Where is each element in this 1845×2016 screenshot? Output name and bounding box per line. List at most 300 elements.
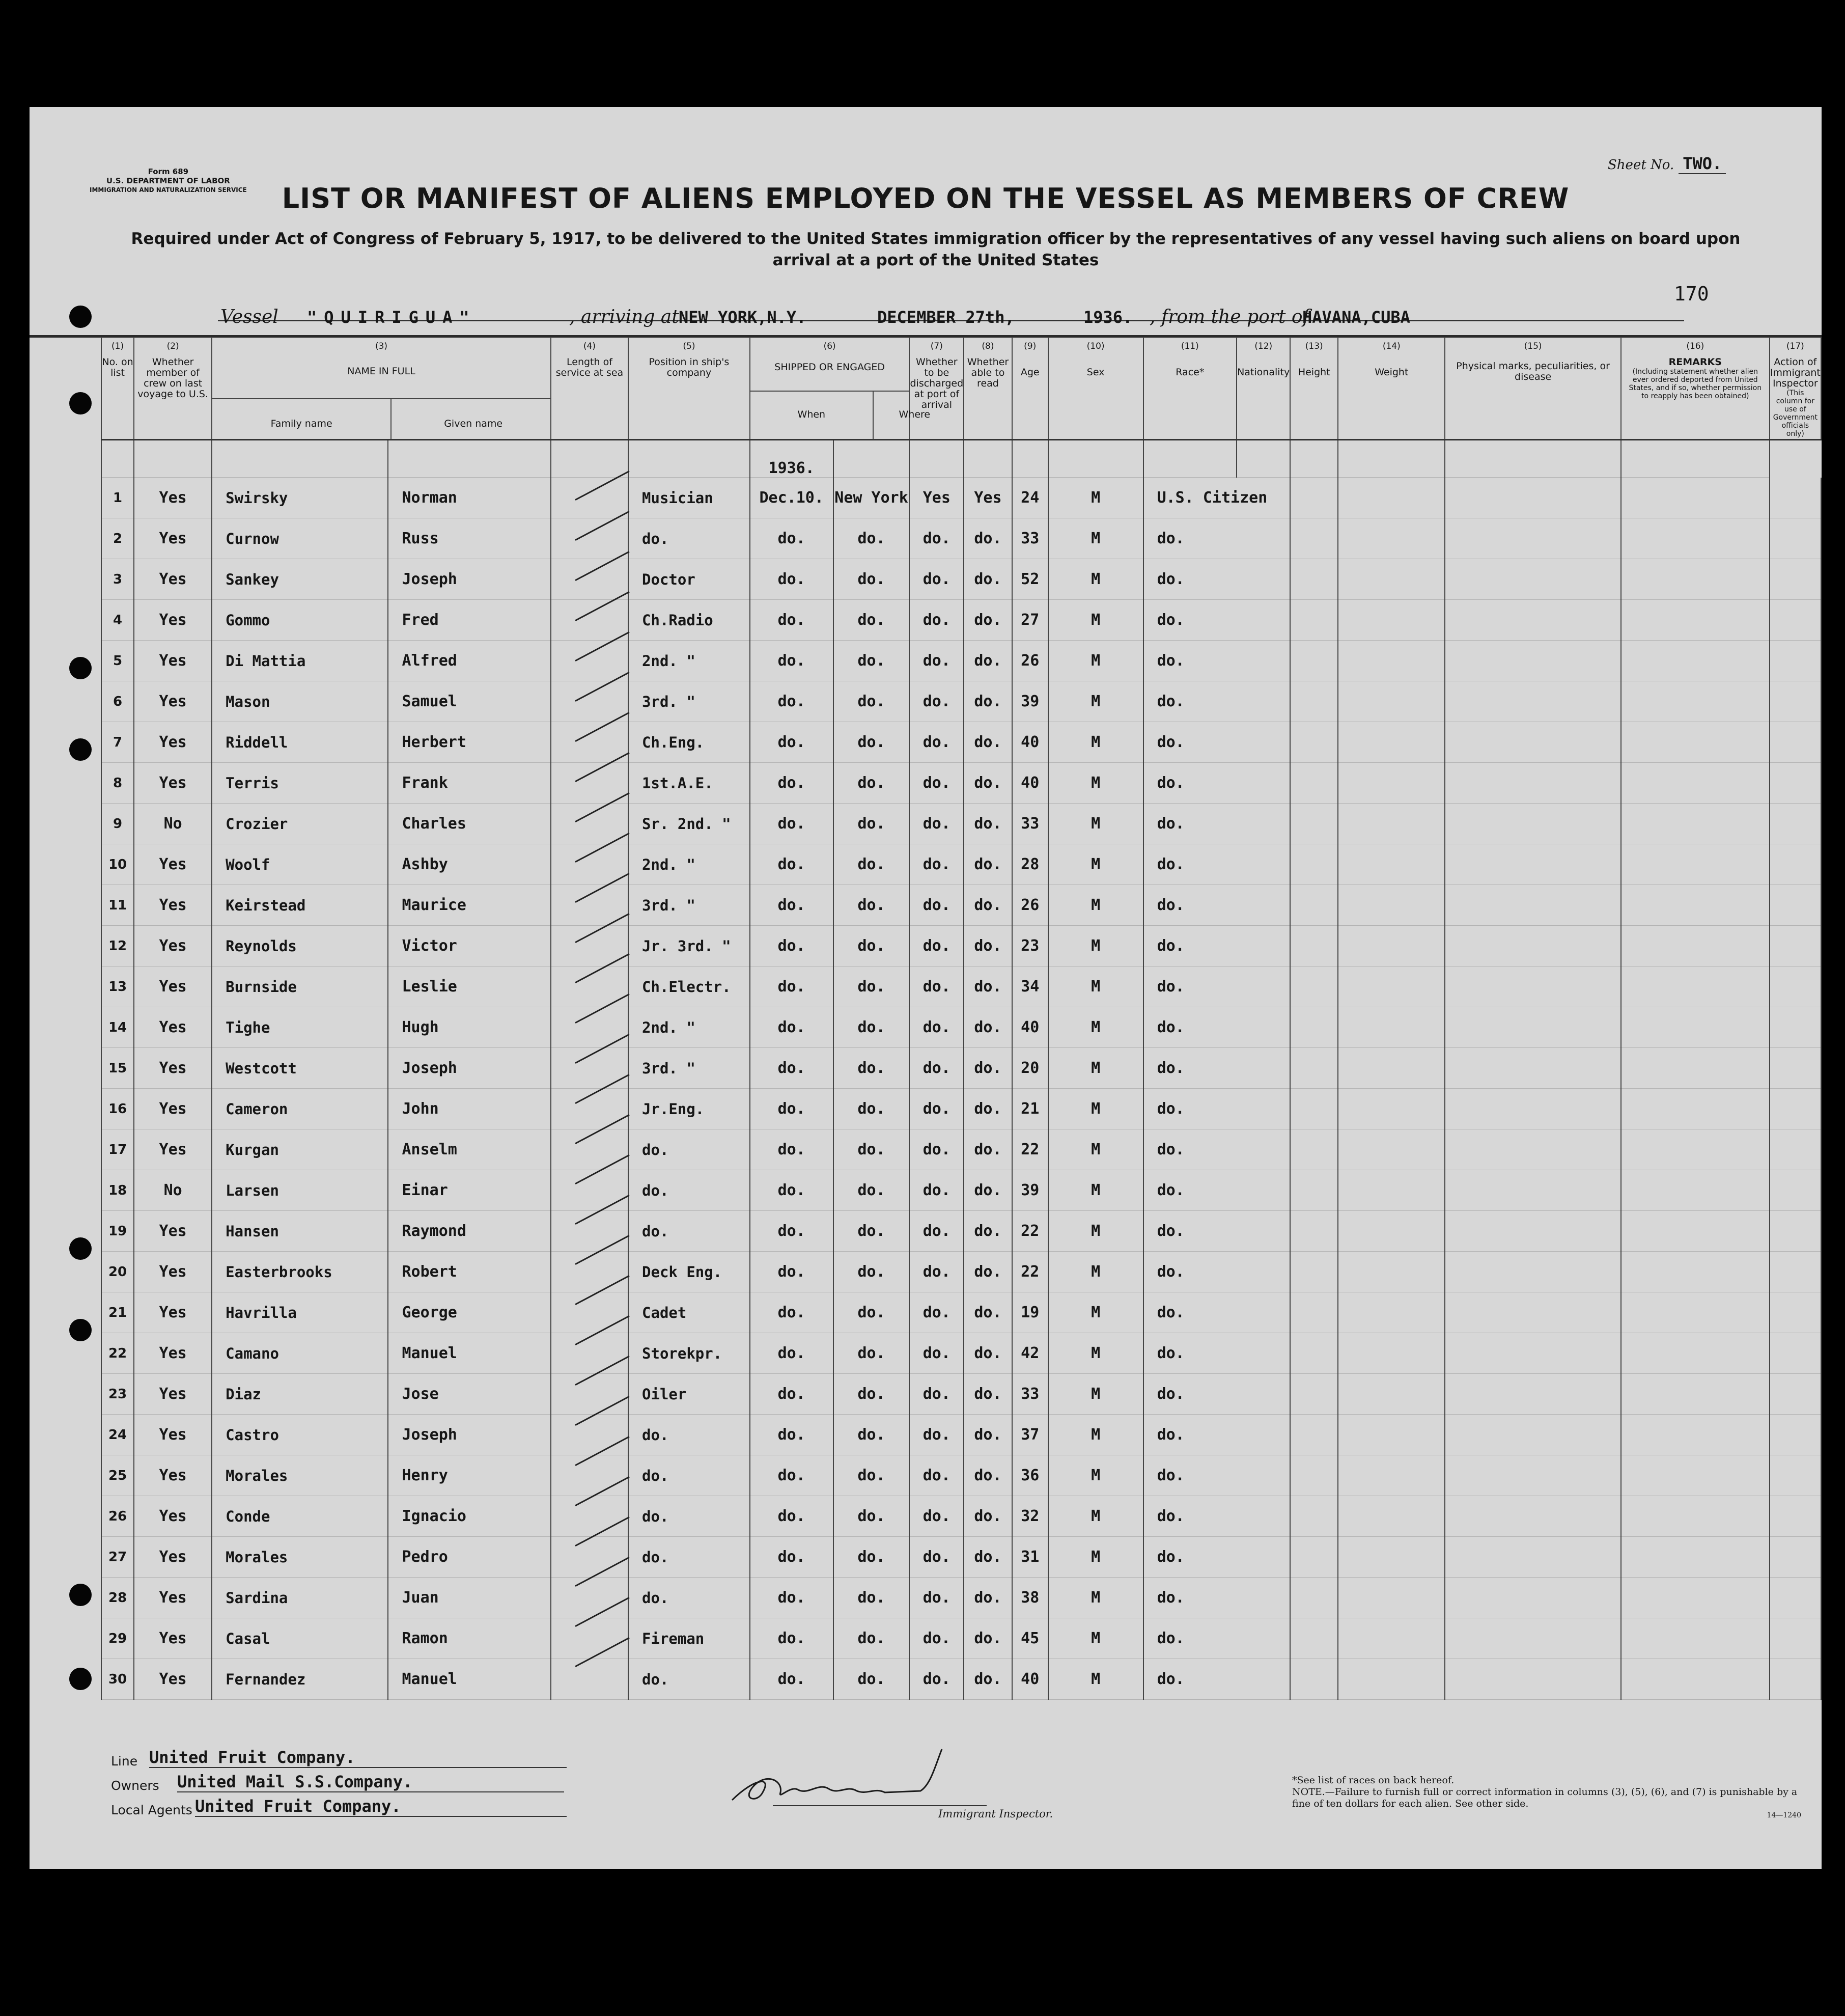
sex-cell: M xyxy=(1048,1170,1143,1211)
table-row xyxy=(101,1659,1821,1700)
last-voyage-cell: Yes xyxy=(134,1455,212,1496)
physical-marks-cell xyxy=(1445,559,1620,600)
table-row xyxy=(101,885,1821,926)
height-cell xyxy=(1290,763,1338,804)
discharged-cell: do. xyxy=(909,681,964,722)
col-given-name: Given name xyxy=(444,418,503,429)
given-name-cell: Fred xyxy=(388,600,550,641)
position-cell: 2nd. " xyxy=(628,641,750,681)
given-name-cell: Ashby xyxy=(388,844,550,885)
remarks-cell xyxy=(1621,1659,1770,1700)
discharged-cell: do. xyxy=(909,966,964,1007)
row-number: 19 xyxy=(101,1211,134,1252)
table-header xyxy=(101,337,1821,440)
inspector-action-cell xyxy=(1770,1292,1821,1333)
age-cell: 37 xyxy=(1012,1415,1048,1455)
shipped-when-cell: do. xyxy=(750,1170,833,1211)
sex-cell: M xyxy=(1048,1048,1143,1089)
discharged-cell: do. xyxy=(909,1659,964,1700)
shipped-where-cell: do. xyxy=(833,763,910,804)
height-cell xyxy=(1290,1170,1338,1211)
physical-marks-cell xyxy=(1445,1007,1620,1048)
position-cell: Ch.Electr. xyxy=(628,966,750,1007)
discharged-cell: do. xyxy=(909,1292,964,1333)
row-number: 1 xyxy=(101,478,134,518)
weight-cell xyxy=(1338,518,1445,559)
family-name-cell: Easterbrooks xyxy=(212,1252,388,1292)
family-name-cell: Kurgan xyxy=(212,1129,388,1170)
physical-marks-cell xyxy=(1445,926,1620,966)
remarks-cell xyxy=(1621,966,1770,1007)
physical-marks-cell xyxy=(1445,1048,1620,1089)
shipped-where-cell: do. xyxy=(833,559,910,600)
sex-cell: M xyxy=(1048,1578,1143,1618)
inspector-action-cell xyxy=(1770,559,1821,600)
age-cell: 22 xyxy=(1012,1129,1048,1170)
read-cell: do. xyxy=(964,1292,1012,1333)
inspector-signature xyxy=(722,1744,976,1810)
row-number: 27 xyxy=(101,1537,134,1578)
given-name-cell: Victor xyxy=(388,926,550,966)
sex-cell: M xyxy=(1048,1618,1143,1659)
height-cell xyxy=(1290,600,1338,641)
inspector-action-cell xyxy=(1770,1618,1821,1659)
weight-cell xyxy=(1338,1170,1445,1211)
document-subtitle: Required under Act of Congress of February 5, 1917, to be delivered to the United States immigration officer by the representatives of any vessel having such aliens on board upon arrival at a port of the United States xyxy=(131,230,1741,269)
read-cell: do. xyxy=(964,1415,1012,1455)
race-cell: do. xyxy=(1143,1374,1291,1415)
physical-marks-cell xyxy=(1445,641,1620,681)
age-cell: 28 xyxy=(1012,844,1048,885)
row-number: 7 xyxy=(101,722,134,763)
position-cell: Storekpr. xyxy=(628,1333,750,1374)
shipped-where-cell: do. xyxy=(833,1089,910,1129)
inspector-action-cell xyxy=(1770,641,1821,681)
race-cell: do. xyxy=(1143,1048,1291,1089)
age-cell: 23 xyxy=(1012,926,1048,966)
discharged-cell: do. xyxy=(909,1496,964,1537)
read-cell: do. xyxy=(964,1537,1012,1578)
col-family-name: Family name xyxy=(270,418,332,429)
weight-cell xyxy=(1338,1659,1445,1700)
last-voyage-cell: Yes xyxy=(134,1659,212,1700)
discharged-cell: do. xyxy=(909,1007,964,1048)
departure-port: HAVANA,CUBA xyxy=(1302,308,1410,327)
read-cell: do. xyxy=(964,681,1012,722)
shipped-when-cell: do. xyxy=(750,1618,833,1659)
row-number: 20 xyxy=(101,1252,134,1292)
shipped-when-cell: do. xyxy=(750,1374,833,1415)
age-cell: 39 xyxy=(1012,1170,1048,1211)
sex-cell: M xyxy=(1048,681,1143,722)
weight-cell xyxy=(1338,722,1445,763)
age-cell: 33 xyxy=(1012,804,1048,844)
discharged-cell: do. xyxy=(909,1537,964,1578)
shipped-when-cell: do. xyxy=(750,1415,833,1455)
height-cell xyxy=(1290,1333,1338,1374)
inspector-action-cell xyxy=(1770,1170,1821,1211)
age-cell: 34 xyxy=(1012,966,1048,1007)
table-row xyxy=(101,1537,1821,1578)
table-row xyxy=(101,926,1821,966)
inspector-action-cell xyxy=(1770,600,1821,641)
last-voyage-cell: Yes xyxy=(134,926,212,966)
position-cell: Doctor xyxy=(628,559,750,600)
race-cell: do. xyxy=(1143,641,1291,681)
read-cell: do. xyxy=(964,722,1012,763)
signature-line xyxy=(773,1805,987,1806)
height-cell xyxy=(1290,1129,1338,1170)
given-name-cell: Raymond xyxy=(388,1211,550,1252)
sheet-value: TWO. xyxy=(1679,154,1726,174)
given-name-cell: Juan xyxy=(388,1578,550,1618)
height-cell xyxy=(1290,1537,1338,1578)
page-stamp-number: 170 xyxy=(1674,283,1709,305)
read-cell: do. xyxy=(964,1374,1012,1415)
service-length-cell xyxy=(551,1455,628,1496)
position-cell: do. xyxy=(628,1170,750,1211)
race-cell: do. xyxy=(1143,1211,1291,1252)
arriving-label: , arriving at xyxy=(569,307,679,327)
table-row xyxy=(101,722,1821,763)
position-cell: do. xyxy=(628,1211,750,1252)
inspector-label: Immigrant Inspector. xyxy=(938,1808,1053,1820)
remarks-cell xyxy=(1621,681,1770,722)
shipped-when-cell: do. xyxy=(750,1659,833,1700)
inspector-action-cell xyxy=(1770,885,1821,926)
discharged-cell: do. xyxy=(909,600,964,641)
table-row xyxy=(101,804,1821,844)
last-voyage-cell: Yes xyxy=(134,518,212,559)
discharged-cell: do. xyxy=(909,926,964,966)
inspector-action-cell xyxy=(1770,722,1821,763)
given-name-cell: Joseph xyxy=(388,1415,550,1455)
service-length-cell xyxy=(551,559,628,600)
discharged-cell: do. xyxy=(909,1455,964,1496)
last-voyage-cell: Yes xyxy=(134,1374,212,1415)
table-row xyxy=(101,1455,1821,1496)
inspector-action-cell xyxy=(1770,1496,1821,1537)
weight-cell xyxy=(1338,1007,1445,1048)
inspector-action-cell xyxy=(1770,1007,1821,1048)
shipped-where-cell: do. xyxy=(833,844,910,885)
read-cell: do. xyxy=(964,1170,1012,1211)
table-row xyxy=(101,1048,1821,1089)
race-cell: do. xyxy=(1143,804,1291,844)
age-cell: 22 xyxy=(1012,1252,1048,1292)
race-cell: do. xyxy=(1143,1129,1291,1170)
row-number: 9 xyxy=(101,804,134,844)
remarks-cell xyxy=(1621,1292,1770,1333)
sex-cell: M xyxy=(1048,1415,1143,1455)
sex-cell: M xyxy=(1048,1007,1143,1048)
form-number: Form 689 xyxy=(148,167,189,176)
family-name-cell: Gommo xyxy=(212,600,388,641)
family-name-cell: Cameron xyxy=(212,1089,388,1129)
physical-marks-cell xyxy=(1445,1211,1620,1252)
inspector-action-cell xyxy=(1770,1089,1821,1129)
vessel-name: "QUIRIGUA" xyxy=(307,308,477,327)
height-cell xyxy=(1290,1578,1338,1618)
race-cell: do. xyxy=(1143,722,1291,763)
row-number: 3 xyxy=(101,559,134,600)
race-cell: do. xyxy=(1143,1578,1291,1618)
row-number: 11 xyxy=(101,885,134,926)
read-cell: do. xyxy=(964,1659,1012,1700)
shipped-when-cell: do. xyxy=(750,722,833,763)
last-voyage-cell: Yes xyxy=(134,966,212,1007)
col-shipped: (6) SHIPPED OR ENGAGED When Where xyxy=(750,337,910,440)
table-row xyxy=(101,1292,1821,1333)
last-voyage-cell: Yes xyxy=(134,641,212,681)
given-name-cell: George xyxy=(388,1292,550,1333)
row-number: 22 xyxy=(101,1333,134,1374)
discharged-cell: do. xyxy=(909,1170,964,1211)
row-number: 25 xyxy=(101,1455,134,1496)
given-name-cell: Ramon xyxy=(388,1618,550,1659)
weight-cell xyxy=(1338,1374,1445,1415)
weight-cell xyxy=(1338,681,1445,722)
age-cell: 40 xyxy=(1012,763,1048,804)
table-row xyxy=(101,559,1821,600)
discharged-cell: do. xyxy=(909,885,964,926)
discharged-cell: do. xyxy=(909,1415,964,1455)
remarks-cell xyxy=(1621,1415,1770,1455)
col-remarks: (16) REMARKS (Including statement whether alien ever ordered deported from United States, and if so, whether permission to reapply has been obtained) xyxy=(1621,337,1770,440)
shipped-when-cell: do. xyxy=(750,885,833,926)
physical-marks-cell xyxy=(1445,1455,1620,1496)
sex-cell: M xyxy=(1048,722,1143,763)
crew-table xyxy=(101,337,1822,1700)
height-cell xyxy=(1290,1415,1338,1455)
weight-cell xyxy=(1338,1292,1445,1333)
family-name-cell: Sankey xyxy=(212,559,388,600)
shipped-where-cell: do. xyxy=(833,518,910,559)
discharged-cell: do. xyxy=(909,1048,964,1089)
col-shipped-where: Where xyxy=(899,409,931,420)
read-cell: Yes xyxy=(964,478,1012,518)
race-cell: do. xyxy=(1143,559,1291,600)
row-number: 2 xyxy=(101,518,134,559)
read-cell: do. xyxy=(964,763,1012,804)
family-name-cell: Camano xyxy=(212,1333,388,1374)
discharged-cell: do. xyxy=(909,1374,964,1415)
sex-cell: M xyxy=(1048,844,1143,885)
remarks-cell xyxy=(1621,1496,1770,1537)
shipped-where-cell: do. xyxy=(833,1211,910,1252)
row-number: 12 xyxy=(101,926,134,966)
read-cell: do. xyxy=(964,804,1012,844)
row-number: 13 xyxy=(101,966,134,1007)
physical-marks-cell xyxy=(1445,518,1620,559)
last-voyage-cell: Yes xyxy=(134,885,212,926)
discharged-cell: do. xyxy=(909,722,964,763)
shipped-where-cell: do. xyxy=(833,641,910,681)
race-cell: do. xyxy=(1143,1170,1291,1211)
discharged-cell: do. xyxy=(909,844,964,885)
read-cell: do. xyxy=(964,1496,1012,1537)
table-row xyxy=(101,966,1821,1007)
read-cell: do. xyxy=(964,559,1012,600)
row-number: 10 xyxy=(101,844,134,885)
binder-hole xyxy=(69,1584,92,1606)
weight-cell xyxy=(1338,1089,1445,1129)
shipped-where-cell: do. xyxy=(833,1537,910,1578)
sex-cell: M xyxy=(1048,1374,1143,1415)
physical-marks-cell xyxy=(1445,681,1620,722)
physical-marks-cell xyxy=(1445,1578,1620,1618)
age-cell: 27 xyxy=(1012,600,1048,641)
last-voyage-cell: Yes xyxy=(134,1129,212,1170)
row-number: 15 xyxy=(101,1048,134,1089)
position-cell: Ch.Eng. xyxy=(628,722,750,763)
family-name-cell: Hansen xyxy=(212,1211,388,1252)
given-name-cell: Charles xyxy=(388,804,550,844)
binder-hole xyxy=(69,1668,92,1690)
last-voyage-cell: Yes xyxy=(134,763,212,804)
race-cell: do. xyxy=(1143,763,1291,804)
read-cell: do. xyxy=(964,1048,1012,1089)
weight-cell xyxy=(1338,804,1445,844)
shipped-when-cell: do. xyxy=(750,1537,833,1578)
weight-cell xyxy=(1338,926,1445,966)
read-cell: do. xyxy=(964,1333,1012,1374)
age-cell: 52 xyxy=(1012,559,1048,600)
last-voyage-cell: Yes xyxy=(134,1089,212,1129)
row-number: 16 xyxy=(101,1089,134,1129)
age-cell: 31 xyxy=(1012,1537,1048,1578)
shipped-when-cell: do. xyxy=(750,1089,833,1129)
arrival-date: DECEMBER 27th, xyxy=(877,308,1015,327)
discharged-cell: do. xyxy=(909,804,964,844)
given-name-cell: Maurice xyxy=(388,885,550,926)
service: IMMIGRATION AND NATURALIZATION SERVICE xyxy=(90,186,247,194)
discharged-cell: do. xyxy=(909,1252,964,1292)
remarks-cell xyxy=(1621,804,1770,844)
age-cell: 40 xyxy=(1012,722,1048,763)
sex-cell: M xyxy=(1048,1089,1143,1129)
age-cell: 33 xyxy=(1012,1374,1048,1415)
weight-cell xyxy=(1338,478,1445,518)
table-row xyxy=(101,1496,1821,1537)
race-note: *See list of races on back hereof. xyxy=(1292,1775,1455,1786)
family-name-cell: Morales xyxy=(212,1537,388,1578)
vessel-label: Vessel xyxy=(220,307,278,327)
shipped-when-cell: do. xyxy=(750,926,833,966)
inspector-action-cell xyxy=(1770,1578,1821,1618)
last-voyage-cell: No xyxy=(134,1170,212,1211)
physical-marks-cell xyxy=(1445,1537,1620,1578)
table-row xyxy=(101,1252,1821,1292)
shipped-where-cell: do. xyxy=(833,1455,910,1496)
family-name-cell: Fernandez xyxy=(212,1659,388,1700)
race-cell: do. xyxy=(1143,966,1291,1007)
position-cell: Ch.Radio xyxy=(628,600,750,641)
height-cell xyxy=(1290,478,1338,518)
physical-marks-cell xyxy=(1445,763,1620,804)
read-cell: do. xyxy=(964,1089,1012,1129)
given-name-cell: Russ xyxy=(388,518,550,559)
family-name-cell: Mason xyxy=(212,681,388,722)
family-name-cell: Casal xyxy=(212,1618,388,1659)
position-cell: 3rd. " xyxy=(628,1048,750,1089)
read-cell: do. xyxy=(964,1007,1012,1048)
age-cell: 42 xyxy=(1012,1333,1048,1374)
inspector-action-cell xyxy=(1770,926,1821,966)
shipped-when-cell: do. xyxy=(750,1129,833,1170)
family-name-cell: Woolf xyxy=(212,844,388,885)
last-voyage-cell: Yes xyxy=(134,478,212,518)
physical-marks-cell xyxy=(1445,1374,1620,1415)
service-length-cell xyxy=(551,722,628,763)
col-length-service: (4) Length of service at sea xyxy=(551,337,628,440)
race-cell: do. xyxy=(1143,926,1291,966)
row-number: 26 xyxy=(101,1496,134,1537)
last-voyage-cell: Yes xyxy=(134,1007,212,1048)
physical-marks-cell xyxy=(1445,600,1620,641)
sex-cell: M xyxy=(1048,926,1143,966)
position-cell: Deck Eng. xyxy=(628,1252,750,1292)
shipped-where-cell: do. xyxy=(833,1007,910,1048)
family-name-cell: Diaz xyxy=(212,1374,388,1415)
owners-field xyxy=(177,1772,564,1792)
sex-cell: M xyxy=(1048,1537,1143,1578)
remarks-cell xyxy=(1621,885,1770,926)
year-row xyxy=(101,440,1821,478)
remarks-cell xyxy=(1621,518,1770,559)
inspector-action-cell xyxy=(1770,1415,1821,1455)
sex-cell: M xyxy=(1048,1211,1143,1252)
discharged-cell: do. xyxy=(909,1211,964,1252)
given-name-cell: Robert xyxy=(388,1252,550,1292)
discharged-cell: do. xyxy=(909,1333,964,1374)
weight-cell xyxy=(1338,1129,1445,1170)
shipped-year: 1936. xyxy=(750,440,833,478)
race-cell: do. xyxy=(1143,1455,1291,1496)
height-cell xyxy=(1290,885,1338,926)
position-cell: do. xyxy=(628,1415,750,1455)
last-voyage-cell: Yes xyxy=(134,681,212,722)
family-name-cell: Riddell xyxy=(212,722,388,763)
inspector-action-cell xyxy=(1770,1374,1821,1415)
sex-cell: M xyxy=(1048,1659,1143,1700)
given-name-cell: Norman xyxy=(388,478,550,518)
weight-cell xyxy=(1338,1252,1445,1292)
row-number: 18 xyxy=(101,1170,134,1211)
age-cell: 33 xyxy=(1012,518,1048,559)
col-inspector-action: (17) Action of Immigrant Inspector (This column for use of Government officials only) xyxy=(1770,337,1821,440)
remarks-cell xyxy=(1621,1252,1770,1292)
age-cell: 19 xyxy=(1012,1292,1048,1333)
position-cell: Jr. 3rd. " xyxy=(628,926,750,966)
physical-marks-cell xyxy=(1445,966,1620,1007)
weight-cell xyxy=(1338,1496,1445,1537)
weight-cell xyxy=(1338,1578,1445,1618)
weight-cell xyxy=(1338,1455,1445,1496)
remarks-cell xyxy=(1621,1089,1770,1129)
remarks-cell xyxy=(1621,844,1770,885)
remarks-cell xyxy=(1621,1578,1770,1618)
given-name-cell: Jose xyxy=(388,1374,550,1415)
given-name-cell: Einar xyxy=(388,1170,550,1211)
sex-cell: M xyxy=(1048,763,1143,804)
inspector-action-cell xyxy=(1770,804,1821,844)
shipped-where-cell: do. xyxy=(833,681,910,722)
shipped-when-cell: Dec.10. xyxy=(750,478,833,518)
service-length-cell xyxy=(551,1333,628,1374)
shipped-when-cell: do. xyxy=(750,1496,833,1537)
penalty-note: NOTE.—Failure to furnish full or correct information in columns (3), (5), (6), and (7) is punishable by a fine of ten dollars for each alien. See other side. xyxy=(1292,1786,1798,1809)
